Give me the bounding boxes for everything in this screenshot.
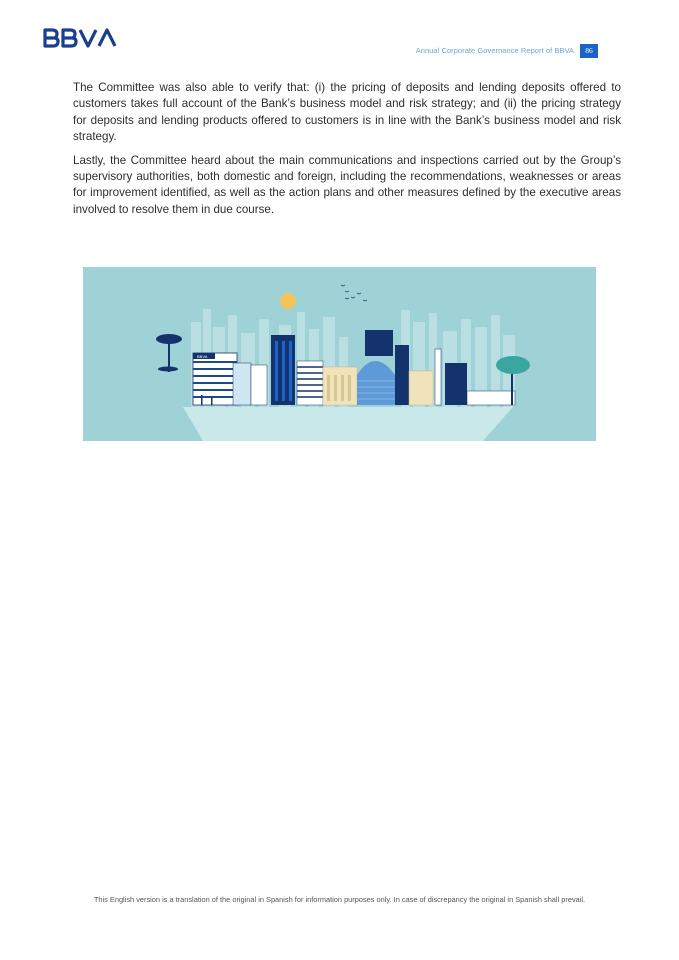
dark-block-building [365,330,393,356]
low-white-building [467,391,515,405]
sun-icon [280,293,296,309]
left-tree-icon [156,334,182,372]
classical-building [323,367,357,405]
white-spire-building [435,349,441,405]
birds-icon [341,285,367,301]
navy-tower-building [395,345,409,405]
page-header [416,43,598,58]
city-skyline-illustration [83,267,596,441]
dome-building [357,361,395,405]
footer-disclaimer: This English version is a translation of the original in Spanish for information purposes only. In case of discrepancy the original in Spanish shall prevail. [93,895,586,904]
body-text [73,80,621,225]
report-title: Annual Corporate Governance Report of BBVA [415,46,574,55]
cream-building [409,371,433,405]
paragraph-supervisory: Lastly, the Committee heard about the main communications and inspections carried out by the Group’s supervisory authorities, both domestic and foreign, including the recommendations, weaknesses or areas for improvement identified, as well as the action plans and other measures defined by the executive areas involved to resolve them in due course. [73,153,621,216]
bbva-logo [43,26,123,50]
ground-plaza [183,407,513,441]
dark-tower-building [271,335,295,405]
right-dark-building [445,363,467,405]
paragraph-pricing: The Committee was also able to verify that: (i) the pricing of deposits and lending deposits offered to customers takes full account of the Bank’s business model and risk strategy; and (ii) the pricing strategy for deposits and lending products offered to customers is in line with the Bank’s business model and risk strategy. [73,81,621,144]
svg-text:BBVA: BBVA [197,354,208,359]
page-number-badge: 86 [580,44,598,58]
striped-building [297,361,323,405]
